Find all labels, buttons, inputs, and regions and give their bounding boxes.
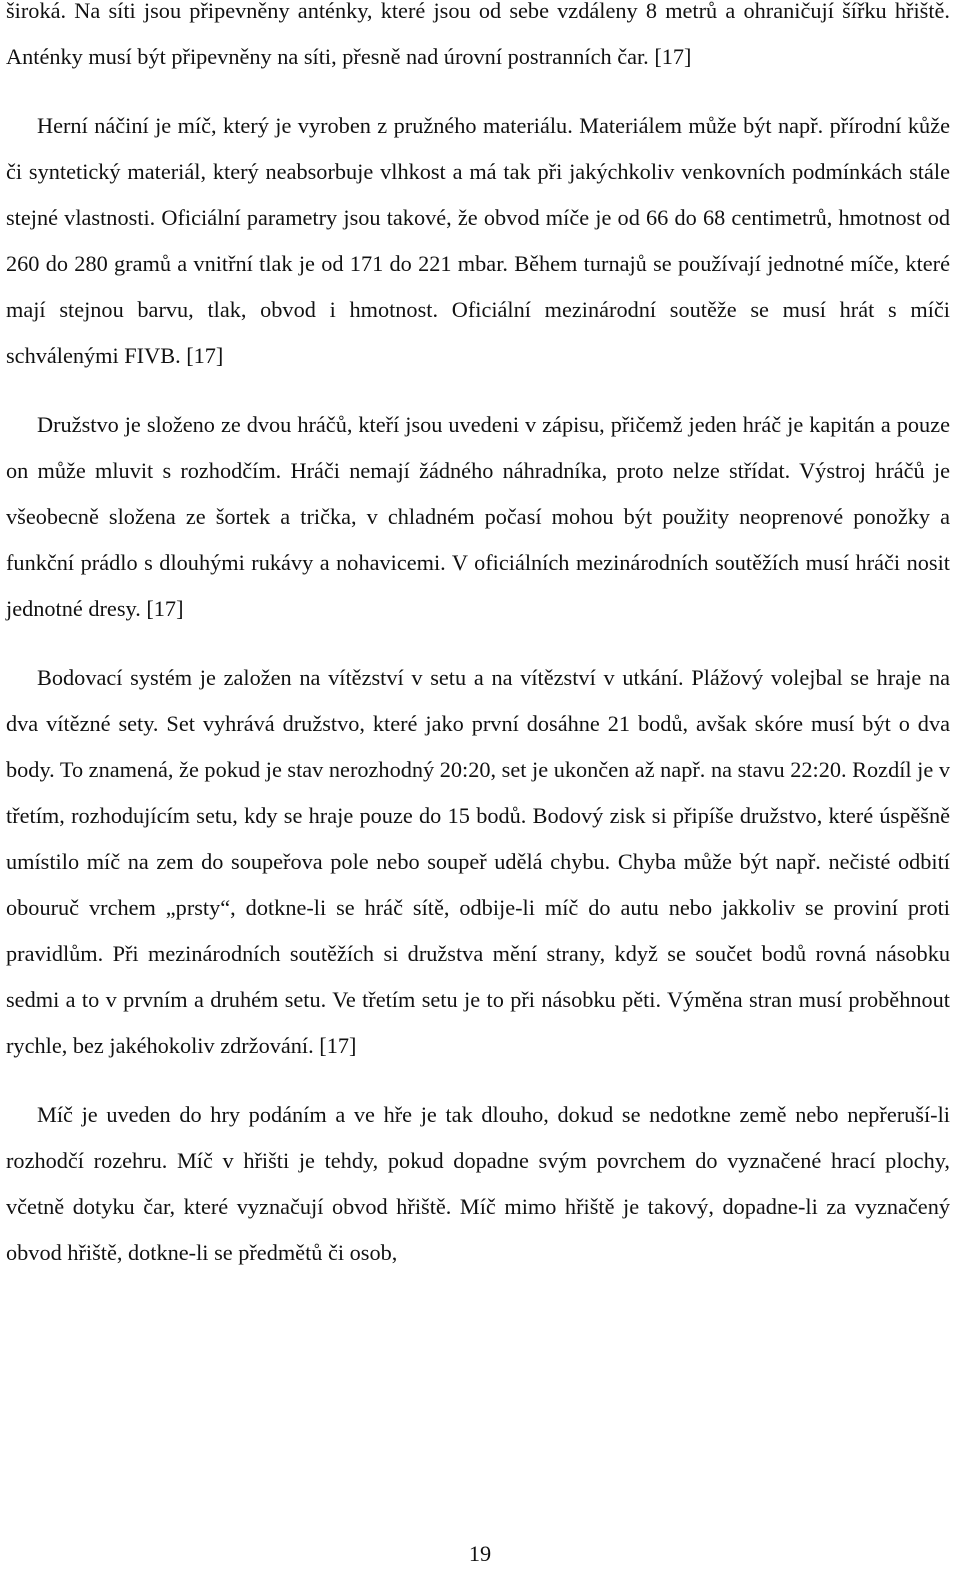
paragraph-ball: Herní náčiní je míč, který je vyroben z pružného materiálu. Materiálem může být např. přírodní kůže či syntetický materiál, který neabsorbuje vlhkost a má tak při jakýchkoliv venkovních podmínkách stále stejné vlastnosti. Oficiální parametry jsou takové, že obvod míče je od 66 do 68 centimetrů, hmotnost od 260 do 280 gramů a vnitřní tlak je od 171 do 221 mbar. Během turnajů se používají jednotné míče, které mají stejnou barvu, tlak, obvod i hmotnost. Oficiální mezinárodní soutěže se musí hrát s míči schválenými FIVB. [17] xyxy=(6,113,950,368)
page-number: 19 xyxy=(468,1541,492,1566)
paragraph-scoring: Bodovací systém je založen na vítězství v setu a na vítězství v utkání. Plážový volejbal se hraje na dva vítězné sety. Set vyhrává družstvo, které jako první dosáhne 21 bodů, avšak skóre musí být o dva body. To znamená, že pokud je stav nerozhodný 20:20, set je ukončen až např. na stavu 22:20. Rozdíl je v třetím, rozhodujícím setu, kdy se hraje pouze do 15 bodů. Bodový zisk si připíše družstvo, které úspěšně umístilo míč na zem do soupeřova pole nebo soupeř udělá chybu. Chyba může být např. nečisté odbití obouruč vrchem „prsty“, dotkne-li se hráč sítě, odbije-li míč do autu nebo jakkoliv se proviní proti pravidlům. Při mezinárodních soutěžích si družstva mění strany, když se součet bodů rovná násobku sedmi a to v prvním a druhém setu. Ve třetím setu je to při násobku pěti. Výměna stran musí proběhnout rychle, bez jakéhokoliv zdržování. [17] xyxy=(6,665,950,1058)
paragraph-ball-in-play: Míč je uveden do hry podáním a ve hře je tak dlouho, dokud se nedotkne země nebo nepřeruší-li rozhodčí rozehru. Míč v hřišti je tehdy, pokud dopadne svým povrchem do vyznačené hrací plochy, včetně dotyku čar, které vyznačují obvod hřiště. Míč mimo hřiště je takový, dopadne-li za vyznačený obvod hřiště, dotkne-li se předmětů či osob, xyxy=(6,1102,950,1265)
paragraph-net-antennas: široká. Na síti jsou připevněny anténky, které jsou od sebe vzdáleny 8 metrů a ohraničují šířku hřiště. Anténky musí být připevněny na síti, přesně nad úrovní postranních čar. [17] xyxy=(6,0,950,69)
body-text xyxy=(6,0,950,1276)
paragraph-team: Družstvo je složeno ze dvou hráčů, kteří jsou uvedeni v zápisu, přičemž jeden hráč je kapitán a pouze on může mluvit s rozhodčím. Hráči nemají žádného náhradníka, proto nelze střídat. Výstroj hráčů je všeobecně složena ze šortek a trička, v chladném počasí mohou být použity neoprenové ponožky a funkční prádlo s dlouhými rukávy a nohavicemi. V oficiálních mezinárodních soutěžích musí hráči nosit jednotné dresy. [17] xyxy=(6,412,950,621)
